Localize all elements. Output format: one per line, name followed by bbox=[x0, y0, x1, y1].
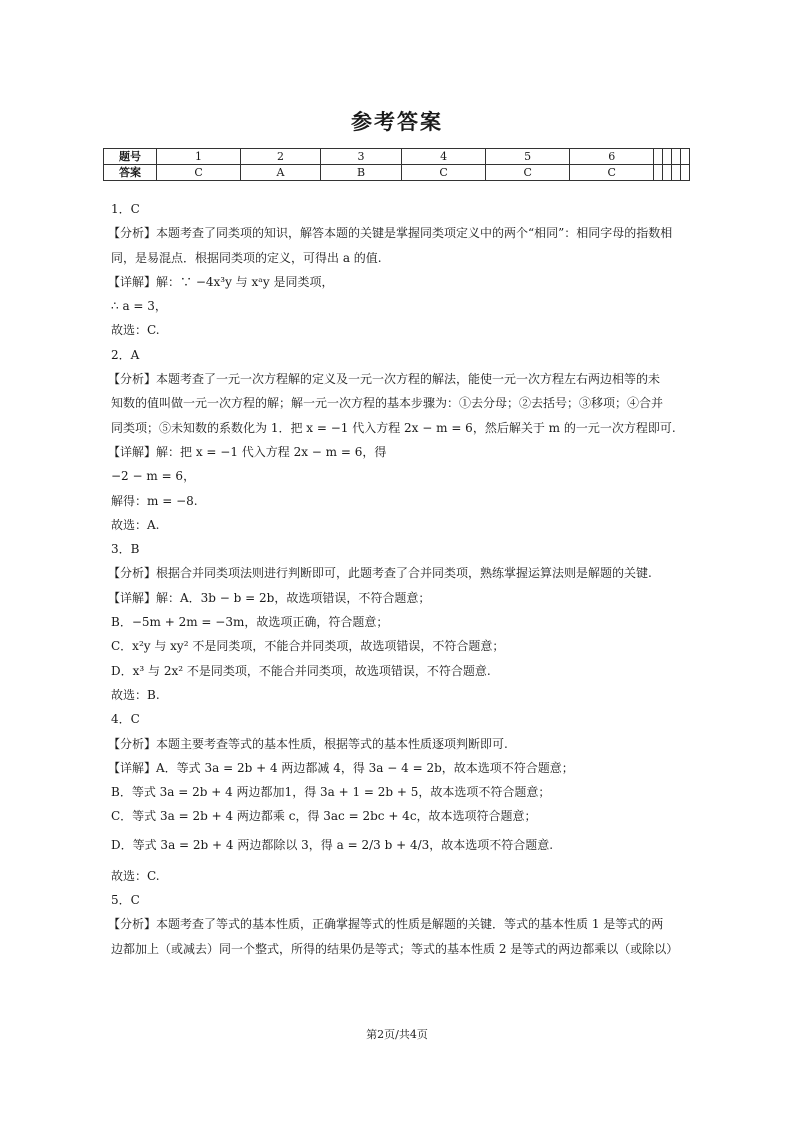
q3-solution-line: C．x²y 与 xy² 不是同类项，不能合并同类项，故选项错误，不符合题意； bbox=[111, 639, 505, 654]
answer-cell bbox=[654, 165, 663, 181]
q1-answer-heading: 1．C bbox=[111, 202, 140, 216]
answer-table bbox=[103, 148, 690, 181]
q2-solution-line: −2 − m = 6， bbox=[111, 469, 196, 484]
q3-solution-line: D．x³ 与 2x² 不是同类项，不能合并同类项，故选项错误，不符合题意. bbox=[111, 663, 491, 678]
q2-solution-line: 解得：m = −8. bbox=[111, 493, 198, 508]
q1-solution-line: 【详解】解：∵ −4x³y 与 xᵃy 是同类项， bbox=[108, 274, 334, 289]
page-footer: 第2页/共4页 bbox=[366, 1028, 428, 1041]
q3-solution-line: B．−5m + 2m = −3m，故选项正确，符合题意； bbox=[111, 615, 389, 630]
q5-answer-heading: 5．C bbox=[111, 893, 140, 908]
answer-cell bbox=[681, 165, 690, 181]
q5-analysis-line: 边都加上（或减去）同一个整式，所得的结果仍是等式；等式的基本性质 2 是等式的两边都乘以（或除以） bbox=[111, 941, 679, 956]
answer-header: 答案 bbox=[104, 165, 157, 181]
answer-cell bbox=[672, 165, 681, 181]
answer-cell bbox=[663, 165, 672, 181]
question-number-cell: 4 bbox=[402, 149, 486, 165]
q3-solution-line: 【详解】解：A．3b − b = 2b，故选项错误，不符合题意； bbox=[108, 590, 431, 605]
q2-answer-heading: 2．A bbox=[111, 347, 140, 362]
question-number-cell: 6 bbox=[570, 149, 654, 165]
q1-analysis-line: 【分析】本题考查了同类项的知识，解答本题的关键是掌握同类项定义中的两个“相同”：相同字母的指数相 bbox=[108, 226, 673, 241]
q3-choice-line: 故选：B. bbox=[111, 687, 160, 702]
question-number-row bbox=[104, 149, 690, 165]
q1-analysis-line: 同，是易混点．根据同类项的定义，可得出 a 的值. bbox=[111, 250, 382, 265]
answer-row bbox=[104, 165, 690, 181]
question-number-cell: 2 bbox=[241, 149, 321, 165]
question-number-cell bbox=[654, 149, 663, 165]
q4-analysis-line: 【分析】本题主要考查等式的基本性质，根据等式的基本性质逐项判断即可. bbox=[108, 736, 508, 751]
q4-solution-line: 【详解】A．等式 3a = 2b + 4 两边都减 4，得 3a − 4 = 2b，故本选项不符合题意； bbox=[108, 760, 574, 775]
q3-answer-heading: 3．B bbox=[111, 542, 140, 557]
q3-analysis-line: 【分析】根据合并同类项法则进行判断即可，此题考查了合并同类项，熟练掌握运算法则是解题的关键. bbox=[108, 566, 652, 581]
q4-solution-line: C．等式 3a = 2b + 4 两边都乘 c，得 3ac = 2bc + 4c，故本选项符合题意； bbox=[111, 809, 537, 824]
q4-answer-heading: 4．C bbox=[111, 712, 140, 727]
answer-cell: C bbox=[402, 165, 486, 181]
q1-choice-line: 故选：C. bbox=[111, 323, 160, 338]
question-number-cell: 3 bbox=[320, 149, 401, 165]
q2-analysis-line: 同类项；⑤未知数的系数化为 1．把 x = −1 代入方程 2x − m = 6，然后解关于 m 的一元一次方程即可. bbox=[111, 420, 676, 435]
q4-solution-line: B．等式 3a = 2b + 4 两边都加1，得 3a + 1 = 2b + 5，故本选项不符合题意； bbox=[111, 785, 551, 800]
q2-analysis-line: 【分析】本题考查了一元一次方程解的定义及一元一次方程的解法，能使一元一次方程左右两边相等的未 bbox=[108, 372, 661, 387]
question-number-cell: 5 bbox=[486, 149, 570, 165]
page-title: 参考答案 bbox=[351, 110, 443, 134]
solutions-body bbox=[108, 197, 691, 961]
answer-cell: C bbox=[157, 165, 241, 181]
answer-cell: A bbox=[241, 165, 321, 181]
question-number-cell: 1 bbox=[157, 149, 241, 165]
answer-cell: C bbox=[486, 165, 570, 181]
question-number-header: 题号 bbox=[104, 149, 157, 165]
q5-analysis-line: 【分析】本题考查了等式的基本性质，正确掌握等式的性质是解题的关键．等式的基本性质 1 是等式的两 bbox=[108, 917, 664, 932]
q2-analysis-line: 知数的值叫做一元一次方程的解；解一元一次方程的基本步骤为：①去分母；②去括号；③移项；④合并 bbox=[111, 396, 664, 411]
q2-choice-line: 故选：A. bbox=[111, 517, 160, 532]
answer-cell: B bbox=[320, 165, 401, 181]
q4-solution-fraction-line: D．等式 3a = 2b + 4 两边都除以 3，得 a = 2/3 b + 4/3，故本选项不符合题意. bbox=[111, 837, 554, 852]
question-number-cell bbox=[663, 149, 672, 165]
q1-solution-line: ∴ a = 3， bbox=[111, 299, 167, 314]
q2-solution-line: 【详解】解：把 x = −1 代入方程 2x − m = 6，得 bbox=[108, 444, 387, 459]
q4-choice-line: 故选：C. bbox=[111, 868, 160, 883]
answer-cell: C bbox=[570, 165, 654, 181]
question-number-cell bbox=[672, 149, 681, 165]
question-number-cell bbox=[681, 149, 690, 165]
